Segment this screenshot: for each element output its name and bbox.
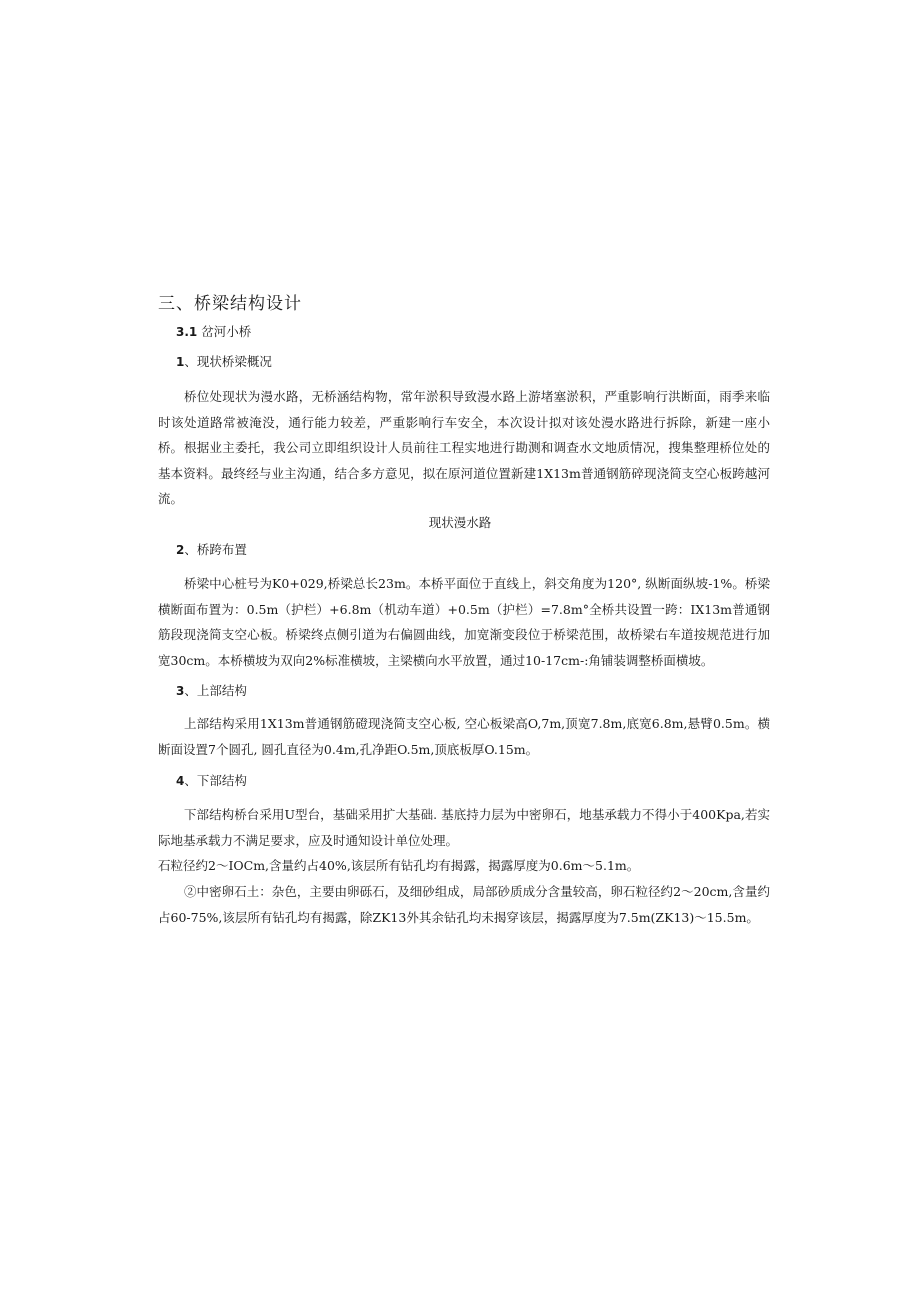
paragraph: 桥梁中心桩号为K0+029,桥梁总长23m。本桥平面位于直线上，斜交角度为120°, 纵断面纵坡-1%。桥梁横断面布置为：0.5m（护栏）+6.8m（机动车道）+0.5m（护栏）=7.8m°全桥共设置一跨：IX13m普通钢筋段现浇简支空心板。桥梁终点侧引道为右偏圆曲线，加宽渐变段位于桥梁范围，故桥梁右车道按规范进行加宽30cm。本桥横坡为双向2%标准横坡，主梁横向水平放置，通过10-17cm-:角铺装调整桥面横坡。: [158, 576, 770, 668]
subsection-title: 、现状桥梁概况: [184, 354, 272, 369]
subsection-number: 3: [176, 684, 185, 698]
paragraph: ②中密卵石土：杂色，主要由卵砾石，及细砂组成，局部砂质成分含量较高，卵石粒径约2～20cm,含量约占60-75%,该层所有钻孔均有揭露，除ZK13外其余钻孔均未揭穿该层，揭露厚度为7.5m(ZK13)～15.5m。: [158, 884, 770, 925]
section-number: 3.1: [176, 325, 198, 339]
figure-caption: 现状漫水路: [428, 515, 492, 530]
chapter-title: 三、桥梁结构设计: [158, 294, 302, 314]
subsection-number: 2: [176, 543, 185, 557]
subsection-title: 、上部结构: [184, 683, 247, 698]
subsection-heading-2: [176, 540, 247, 558]
section-title: 岔河小桥: [201, 324, 252, 339]
subsection-heading-4: [176, 771, 247, 789]
subsection-number: 4: [176, 774, 185, 788]
subsection-heading-1: [176, 352, 272, 370]
paragraph: 石粒径约2～IOCm,含量约占40%,该层所有钻孔均有揭露，揭露厚度为0.6m～5.1m。: [158, 858, 640, 873]
paragraph: 根据业主委托，我公司立即组织设计人员前往工程实地进行勘测和调查水文地质情况，搜集整理桥位处的基本资料。最终经与业主沟通，结合多方意见，拟在原河道位置新建1X13m普通钢筋碎现浇简支空心板跨越河流。: [158, 440, 770, 506]
subsection-title: 、下部结构: [184, 773, 247, 788]
subsection-title: 、桥跨布置: [184, 542, 247, 557]
paragraph: 桥位处现状为漫水路，无桥涵结构物，常年淤积导致漫水路上游堵塞淤积，严重影响行洪断面，雨季来临时该处道路常被淹没，通行能力较差，严重影响行车安全，本次设计拟对该处漫水路进行拆除，新建一座小桥。: [158, 389, 770, 455]
paragraph: 下部结构桥台采用U型台，基础采用扩大基础. 基底持力层为中密卵石，地基承载力不得小于400Kpa,若实际地基承载力不满足要求，应及时通知设计单位处理。: [158, 807, 770, 848]
section-heading: [176, 322, 251, 340]
subsection-number: 1: [176, 355, 185, 369]
subsection-heading-3: [176, 681, 247, 699]
paragraph: 上部结构采用1X13m普通钢筋磴现浇简支空心板, 空心板梁高O,7m,顶宽7.8m,底宽6.8m,悬臂0.5m。横断面设置7个圆孔, 圆孔直径为0.4m,孔净距O.5m,顶底板厚O.15m。: [158, 716, 770, 757]
